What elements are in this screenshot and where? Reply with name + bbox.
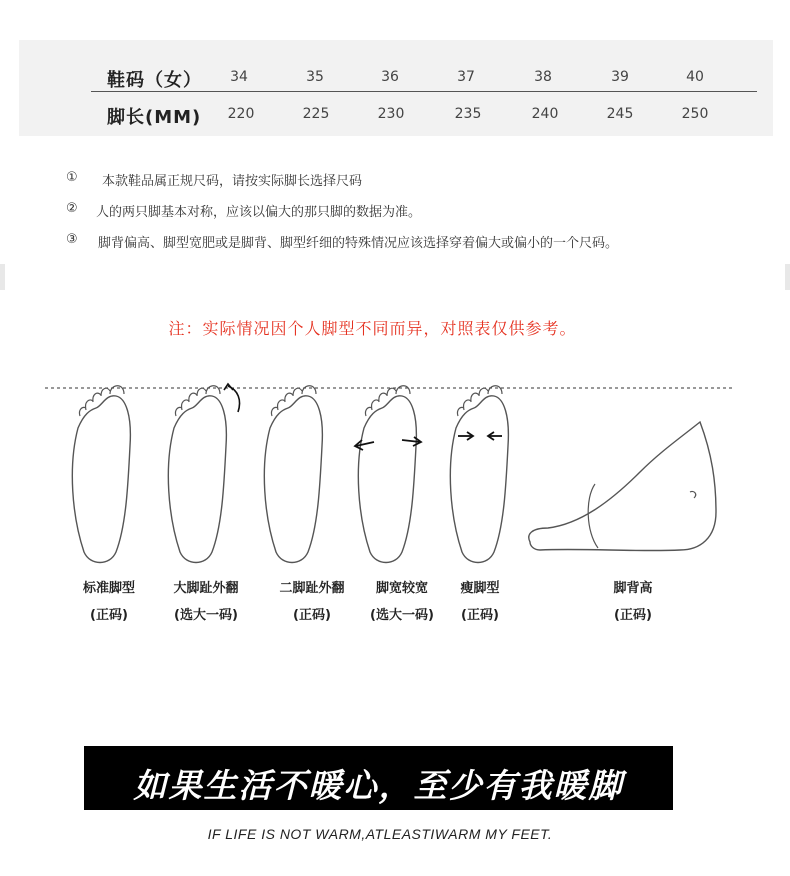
size-notes bbox=[66, 170, 756, 263]
foot-type-name: 二脚趾外翻 bbox=[279, 581, 345, 596]
shoe-size-header: 鞋码（女） bbox=[107, 70, 202, 91]
foot-length-cell: 230 bbox=[377, 106, 405, 122]
foot-type-advice: (选大一码) bbox=[370, 608, 434, 623]
note-number: ② bbox=[66, 201, 78, 216]
foot-length-header: 脚长(MM) bbox=[107, 107, 202, 128]
foot-type-advice: (正码) bbox=[461, 608, 499, 623]
shoe-size-cell: 36 bbox=[381, 69, 399, 85]
note-item bbox=[66, 170, 756, 201]
foot-length-cell: 250 bbox=[681, 106, 709, 122]
foot-length-cell: 240 bbox=[531, 106, 559, 122]
foot-length-cell: 220 bbox=[227, 106, 255, 122]
note-item bbox=[66, 201, 756, 232]
table-divider bbox=[91, 91, 757, 92]
foot-high-instep-icon bbox=[529, 422, 716, 551]
foot-type-advice: (正码) bbox=[293, 608, 331, 623]
shoe-size-cell: 38 bbox=[534, 69, 552, 85]
size-row-foot-length bbox=[19, 97, 773, 133]
note-text: 人的两只脚基本对称，应该以偏大的那只脚的数据为准。 bbox=[96, 205, 422, 220]
disclaimer-note: 注：实际情况因个人脚型不同而异，对照表仅供参考。 bbox=[168, 319, 577, 338]
foot-type-name: 瘦脚型 bbox=[460, 581, 500, 596]
foot-type-advice: (正码) bbox=[90, 608, 128, 623]
shoe-size-cell: 37 bbox=[457, 69, 475, 85]
foot-type-name: 脚宽较宽 bbox=[375, 581, 428, 596]
foot-type-illustrations bbox=[0, 372, 790, 572]
foot-type-name: 标准脚型 bbox=[82, 581, 135, 596]
shoe-size-cell: 40 bbox=[686, 69, 704, 85]
foot-second-toe-icon bbox=[264, 386, 322, 563]
section-edge-left bbox=[0, 264, 5, 290]
foot-slim-icon bbox=[450, 386, 508, 563]
note-text: 本款鞋品属正规尺码，请按实际脚长选择尺码 bbox=[102, 174, 363, 189]
foot-length-cell: 225 bbox=[302, 106, 330, 122]
shoe-size-cell: 34 bbox=[230, 69, 248, 85]
foot-type-advice: (选大一码) bbox=[174, 608, 238, 623]
foot-length-cell: 245 bbox=[606, 106, 634, 122]
shoe-size-cell: 35 bbox=[306, 69, 324, 85]
size-chart-panel bbox=[19, 40, 773, 136]
section-edge-right bbox=[785, 264, 790, 290]
slogan-text: 如果生活不暖心，至少有我暖脚 bbox=[133, 766, 624, 805]
foot-length-cell: 235 bbox=[454, 106, 482, 122]
note-number: ① bbox=[66, 170, 78, 185]
shoe-size-cell: 39 bbox=[611, 69, 629, 85]
note-item bbox=[66, 232, 756, 263]
foot-type-name: 大脚趾外翻 bbox=[173, 581, 239, 596]
slogan-english: IF LIFE IS NOT WARM,ATLEASTIWARM MY FEET. bbox=[207, 826, 553, 842]
foot-type-name: 脚背高 bbox=[613, 581, 653, 596]
note-text: 脚背偏高、脚型宽肥或是脚背、脚型纤细的特殊情况应该选择穿着偏大或偏小的一个尺码。 bbox=[98, 236, 619, 251]
note-number: ③ bbox=[66, 232, 78, 247]
foot-wide-icon bbox=[355, 386, 421, 563]
foot-type-advice: (正码) bbox=[614, 608, 652, 623]
slogan-banner bbox=[84, 746, 673, 810]
foot-standard-icon bbox=[72, 386, 130, 563]
foot-bunion-icon bbox=[168, 384, 239, 563]
